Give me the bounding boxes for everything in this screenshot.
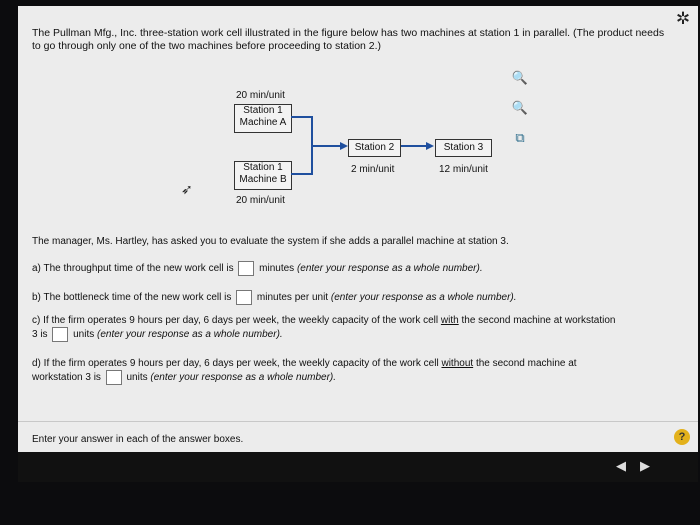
station3-rate: 12 min/unit: [439, 164, 488, 175]
zoom-out-icon[interactable]: 🔍: [511, 100, 529, 115]
part-c-prompt-cont: the second machine at workstation: [461, 315, 616, 326]
machine-a-label-machine: Machine A: [239, 117, 287, 128]
mouse-cursor-icon: ➶: [181, 181, 193, 197]
part-a: [32, 261, 682, 276]
part-d-hint: (enter your response as a whole number).: [150, 372, 337, 384]
gear-icon[interactable]: ✲: [675, 9, 691, 28]
machine-b-label-machine: Machine B: [239, 174, 287, 185]
part-d-prompt-line2: workstation 3 is: [32, 372, 101, 384]
part-d-unit: units: [126, 372, 148, 384]
machine-b-rate: 20 min/unit: [236, 195, 285, 206]
part-c: [32, 314, 682, 342]
machine-a-label-station: Station 1: [243, 105, 283, 116]
merge-connector: [291, 117, 312, 174]
question-panel: [18, 6, 698, 482]
station2-rate: 2 min/unit: [351, 164, 395, 175]
part-a-hint: (enter your response as a whole number).: [296, 263, 483, 275]
help-button[interactable]: ?: [674, 429, 690, 445]
part-b-unit: minutes per unit: [256, 292, 329, 304]
arrowhead-station2: [340, 142, 348, 150]
navigation-bar: [18, 452, 698, 482]
arrowhead-station3: [426, 142, 434, 150]
zoom-in-icon[interactable]: 🔍: [511, 70, 529, 85]
part-d-without: without: [441, 358, 474, 369]
part-d-prompt-cont: the second machine at: [475, 358, 577, 369]
bottleneck-time-answer-box[interactable]: [236, 290, 252, 305]
station2-box: Station 2: [348, 139, 401, 157]
weekly-capacity-with-answer-box[interactable]: [52, 327, 68, 342]
part-a-unit: minutes: [259, 263, 295, 275]
part-b-hint: (enter your response as a whole number).: [330, 292, 517, 304]
previous-arrow-icon[interactable]: ◀: [616, 458, 626, 473]
part-c-prompt: c) If the firm operates 9 hours per day, 6 days per week, the weekly capacity of the work cell: [32, 315, 439, 326]
station3-box: Station 3: [435, 139, 492, 157]
next-arrow-icon[interactable]: ▶: [640, 458, 650, 473]
part-c-with: with: [440, 315, 459, 326]
footer-divider: [18, 421, 698, 422]
answer-instruction: Enter your answer in each of the answer boxes.: [32, 434, 244, 445]
part-c-prompt-line2: 3 is: [32, 329, 48, 341]
throughput-time-answer-box[interactable]: [238, 261, 254, 276]
problem-intro: The Pullman Mfg., Inc. three-station work cell illustrated in the figure below has two machines at station 1 in parallel. (The product needs to go through only one of the two machines before proceeding to station 2.): [32, 27, 665, 52]
part-c-hint: (enter your response as a whole number).: [97, 329, 283, 341]
manager-text: The manager, Ms. Hartley, has asked you to evaluate the system if she adds a parallel machine at station 3.: [32, 236, 509, 247]
part-d: [32, 357, 682, 385]
popout-icon[interactable]: ⧉: [515, 130, 525, 145]
flow-arrows: [18, 6, 698, 206]
part-a-prompt: a) The throughput time of the new work cell is: [32, 263, 234, 275]
part-b: [32, 290, 682, 305]
weekly-capacity-without-answer-box[interactable]: [106, 370, 122, 385]
machine-a-rate: 20 min/unit: [236, 90, 285, 101]
part-d-prompt: d) If the firm operates 9 hours per day, 6 days per week, the weekly capacity of the work cell: [32, 358, 439, 369]
part-b-prompt: b) The bottleneck time of the new work cell is: [32, 292, 232, 304]
part-c-unit: units: [73, 329, 95, 341]
machine-b-label-station: Station 1: [243, 162, 283, 173]
